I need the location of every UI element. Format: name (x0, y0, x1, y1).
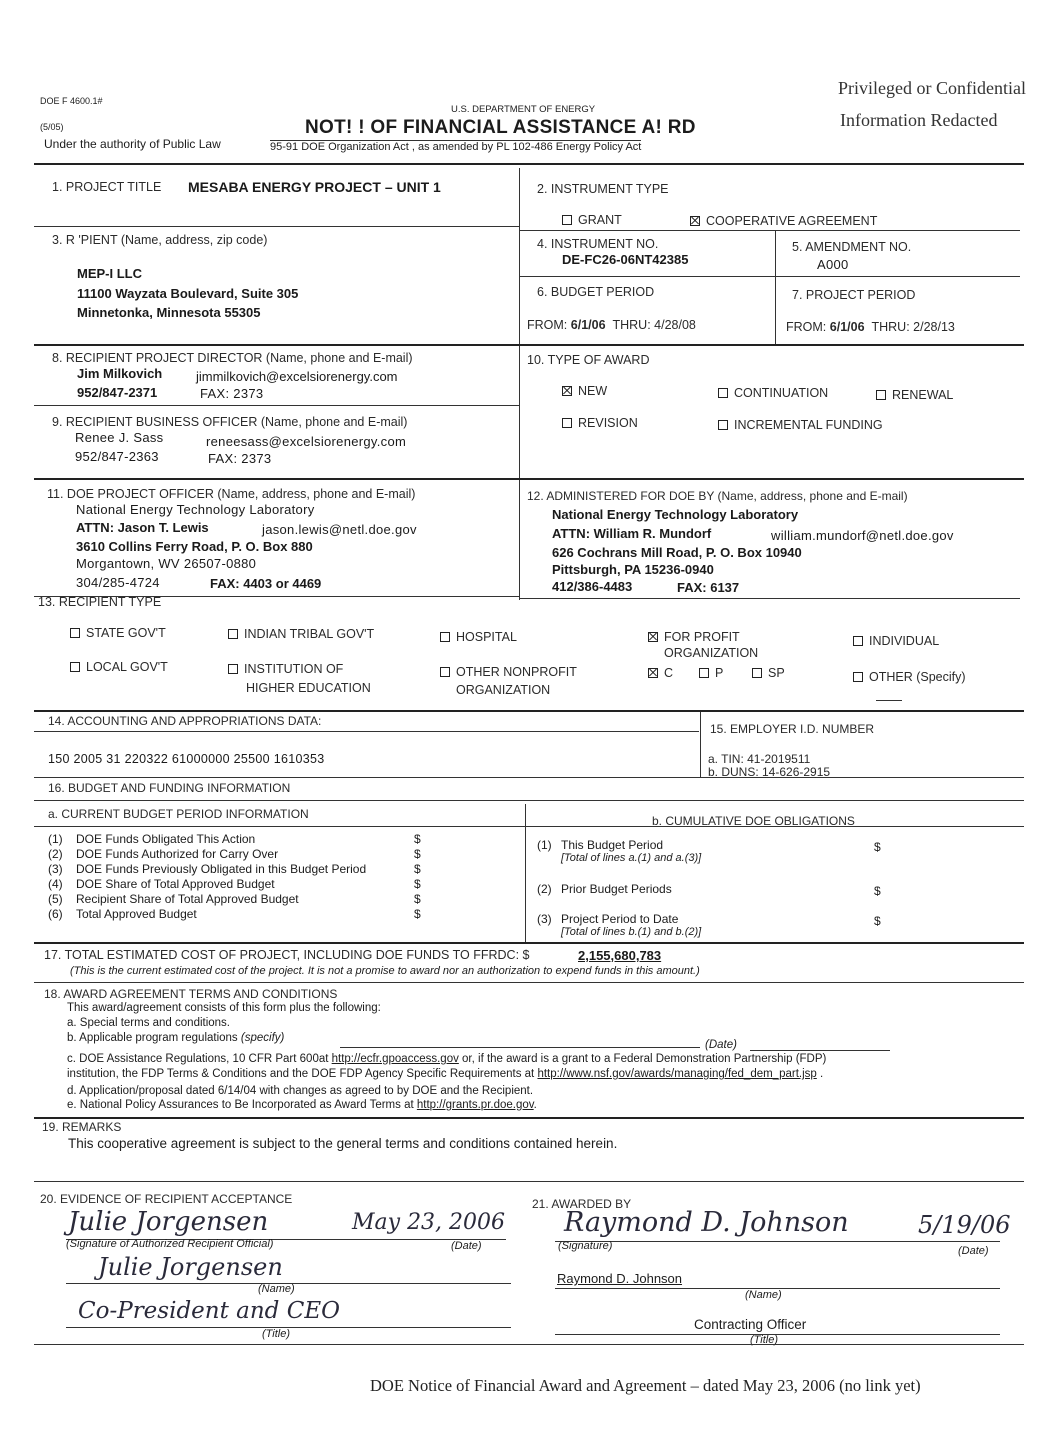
divider (520, 598, 1020, 599)
awarded-by-label: 21. AWARDED BY (532, 1197, 632, 1211)
incremental-funding-label: INCREMENTAL FUNDING (734, 418, 883, 432)
hospital-checkbox[interactable] (440, 632, 450, 642)
local-govt-label: LOCAL GOV'T (86, 660, 168, 674)
other-checkbox[interactable] (853, 672, 863, 682)
nonprofit-label: OTHER NONPROFIT (456, 665, 577, 679)
divider (34, 226, 519, 227)
divider (34, 777, 1024, 778)
c-checkbox[interactable] (648, 668, 658, 678)
line-text: Prior Budget Periods (561, 882, 672, 896)
continuation-checkbox[interactable] (718, 388, 728, 398)
current-budget-line (48, 892, 299, 906)
current-budget-line (48, 832, 255, 846)
for-profit-checkbox[interactable] (648, 632, 658, 642)
terms-c-text-2: or, if the award is a grant to a Federal Demonstration Partnership (FDP) (458, 1053, 827, 1065)
divider (34, 826, 1024, 827)
awarded-signature-caption: (Signature) (558, 1240, 613, 1252)
thru-label: THRU: (612, 318, 651, 332)
subtype-sp[interactable] (752, 666, 785, 680)
admin-attn: ATTN: William R. Mundorf (552, 526, 712, 541)
recipient-address: 11100 Wayzata Boulevard, Suite 305 (77, 286, 299, 301)
awarded-by-signature: Raymond D. Johnson (564, 1207, 849, 1238)
c-label: C (664, 666, 674, 680)
line-text: DOE Share of Total Approved Budget (76, 877, 275, 891)
award-type-revision[interactable] (562, 416, 638, 430)
recipient-type-tribal[interactable] (228, 627, 374, 641)
subtype-p[interactable] (699, 666, 723, 680)
amendment-no-value: A000 (817, 257, 849, 272)
divider (34, 800, 1024, 801)
project-director-fax: FAX: 2373 (200, 386, 264, 401)
ecfr-link[interactable]: http://ecfr.gpoaccess.gov (331, 1053, 459, 1065)
divider (34, 344, 1024, 346)
business-officer-phone: 952/847-2363 (75, 449, 159, 464)
divider (775, 230, 776, 345)
project-thru: 2/28/13 (913, 320, 955, 334)
recipient-type-state[interactable] (70, 626, 166, 640)
line-number: (3) (48, 862, 63, 876)
terms-e-text: e. National Policy Assurances to Be Incorporated as Award Terms at (67, 1099, 417, 1111)
form-date: (5/05) (40, 122, 64, 132)
amendment-no-label: 5. AMENDMENT NO. (792, 240, 912, 254)
subtype-c[interactable] (648, 666, 673, 680)
cooperative-agreement-checkbox[interactable] (690, 216, 700, 226)
budget-thru: 4/28/08 (654, 318, 696, 332)
instrument-type-grant[interactable] (562, 213, 622, 227)
center-divider (519, 168, 520, 600)
recipient-type-label: 13. RECIPIENT TYPE (38, 595, 162, 609)
line-note: [Total of lines a.(1) and a.(3)] (561, 852, 702, 864)
project-director-email: jimmilkovich@excelsiorenergy.com (196, 369, 398, 384)
awarded-by-title: Contracting Officer (694, 1317, 807, 1332)
from-label: FROM: (786, 320, 827, 334)
business-officer-name: Renee J. Sass (75, 430, 164, 445)
line-text: DOE Funds Authorized for Carry Over (76, 847, 279, 861)
divider (520, 230, 1020, 231)
sp-label: SP (768, 666, 785, 680)
doe-po-email: jason.lewis@netl.doe.gov (262, 522, 417, 537)
project-title-label: 1. PROJECT TITLE (52, 180, 162, 194)
recipient-type-institution[interactable] (228, 662, 343, 676)
budget-from: 6/1/06 (570, 318, 606, 332)
authority-text: 95-91 DOE Organization Act , as amended by PL 102-486 Energy Policy Act (270, 141, 642, 153)
total-cost-note: (This is the current estimated cost of the project. It is not a promise to award nor an authorization to expend funds in this amount.) (70, 965, 700, 977)
current-budget-line (48, 862, 366, 876)
divider (700, 712, 701, 778)
award-type-incremental[interactable] (718, 418, 883, 432)
project-period-label: 7. PROJECT PERIOD (792, 288, 916, 302)
line-text: DOE Funds Obligated This Action (76, 832, 256, 846)
divider (525, 804, 526, 942)
institution-label-2: HIGHER EDUCATION (246, 681, 371, 695)
terms-a: a. Special terms and conditions. (67, 1017, 231, 1029)
line-number: (1) (48, 832, 63, 846)
awarded-date-caption: (Date) (958, 1245, 989, 1257)
awarded-by-date: 5/19/06 (918, 1211, 1011, 1239)
line-number: (3) (537, 912, 552, 926)
doe-project-officer-label: 11. DOE PROJECT OFFICER (Name, address, phone and E-mail) (47, 487, 416, 501)
total-cost-label: 17. TOTAL ESTIMATED COST OF PROJECT, INCLUDING DOE FUNDS TO FFRDC: $ (44, 948, 530, 962)
terms-b-date: (Date) (705, 1039, 737, 1051)
recipient-acceptance-label: 20. EVIDENCE OF RECIPIENT ACCEPTANCE (40, 1192, 293, 1206)
admin-fax: FAX: 6137 (677, 580, 740, 595)
cumulative-line (537, 882, 672, 896)
terms-e-text-2: . (533, 1099, 537, 1111)
admin-city: Pittsburgh, PA 15236-0940 (552, 562, 714, 577)
thru-label: THRU: (871, 320, 910, 334)
divider (34, 942, 1024, 944)
doe-po-city: Morgantown, WV 26507-0880 (76, 556, 257, 571)
project-director-label: 8. RECIPIENT PROJECT DIRECTOR (Name, phone and E-mail) (52, 351, 413, 365)
current-budget-line (48, 847, 278, 861)
cumulative-obligations-label: b. CUMULATIVE DOE OBLIGATIONS (652, 814, 855, 828)
administered-by-label: 12. ADMINISTERED FOR DOE BY (Name, address, phone and E-mail) (527, 489, 908, 503)
terms-b-text: b. Applicable program regulations (67, 1032, 238, 1044)
renewal-checkbox[interactable] (876, 390, 886, 400)
tribal-govt-checkbox[interactable] (228, 629, 238, 639)
current-budget-label: a. CURRENT BUDGET PERIOD INFORMATION (48, 807, 309, 821)
hospital-label: HOSPITAL (456, 630, 517, 644)
divider (34, 731, 699, 732)
line-text: Total Approved Budget (76, 907, 197, 921)
instrument-type-coop[interactable] (690, 214, 877, 228)
line-amount[interactable]: $ (414, 847, 421, 861)
recipient-signature: Julie Jorgensen (68, 1207, 269, 1237)
cumulative-line (537, 838, 663, 852)
line-amount[interactable]: $ (874, 914, 881, 928)
signature-line (555, 1241, 1000, 1242)
new-checkbox[interactable] (562, 386, 572, 396)
budget-period-range (527, 318, 696, 332)
line-number: (1) (537, 838, 552, 852)
line-number: (6) (48, 907, 63, 921)
terms-c-text: c. DOE Assistance Regulations, 10 CFR Part 600at (67, 1053, 332, 1065)
award-type-continuation[interactable] (718, 386, 828, 400)
department-name: U.S. DEPARTMENT OF ENERGY (451, 104, 596, 115)
recipient-type-individual[interactable] (853, 634, 939, 648)
divider (34, 710, 1024, 712)
instrument-no-label: 4. INSTRUMENT NO. (537, 237, 659, 251)
line-amount[interactable]: $ (414, 832, 421, 846)
remarks-label: 19. REMARKS (42, 1120, 122, 1134)
employer-id-label: 15. EMPLOYER I.D. NUMBER (710, 722, 875, 736)
recipient-label: 3. R 'PIENT (Name, address, zip code) (52, 233, 268, 247)
divider (34, 1181, 1024, 1182)
cumulative-line (537, 912, 678, 926)
terms-intro: This award/agreement consists of this form plus the following: (67, 1002, 381, 1014)
line-amount[interactable]: $ (874, 884, 881, 898)
doe-po-attn: ATTN: Jason T. Lewis (76, 520, 209, 535)
continuation-label: CONTINUATION (734, 386, 829, 400)
regulations-field[interactable] (340, 1047, 700, 1048)
employer-duns: b. DUNS: 14-626-2915 (708, 765, 831, 779)
divider (34, 1344, 1024, 1345)
recipient-name-handwritten: Julie Jorgensen (98, 1253, 283, 1281)
state-govt-label: STATE GOV'T (86, 626, 166, 640)
instrument-type-label: 2. INSTRUMENT TYPE (537, 182, 669, 196)
accounting-label: 14. ACCOUNTING AND APPROPRIATIONS DATA: (48, 714, 322, 728)
line-number: (2) (537, 882, 552, 896)
admin-email: william.mundorf@netl.doe.gov (771, 528, 954, 543)
authority-label: Under the authority of Public Law (44, 137, 221, 151)
line-text: Recipient Share of Total Approved Budget (76, 892, 299, 906)
recipient-signature-date: May 23, 2006 (352, 1210, 506, 1235)
business-officer-fax: FAX: 2373 (208, 451, 272, 466)
line-amount[interactable]: $ (414, 907, 421, 921)
terms-b (67, 1032, 284, 1044)
project-from: 6/1/06 (829, 320, 865, 334)
privileged-notice: Privileged or Confidential (838, 78, 1026, 98)
project-title-value: MESABA ENERGY PROJECT – UNIT 1 (188, 179, 441, 195)
for-profit-label: FOR PROFIT (664, 630, 740, 644)
nonprofit-checkbox[interactable] (440, 667, 450, 677)
terms-c-text-3: institution, the FDP Terms & Conditions and the DOE FDP Agency Specific Requirements at (67, 1068, 538, 1080)
award-type-renewal[interactable] (876, 388, 953, 402)
doe-po-fax: FAX: 4403 or 4469 (210, 576, 322, 591)
terms-c-line2 (67, 1068, 823, 1080)
other-specify-line[interactable] (876, 700, 902, 701)
nsf-link[interactable]: http://www.nsf.gov/awards/managing/fed_dem_part.jsp (537, 1068, 817, 1080)
sp-checkbox[interactable] (752, 668, 762, 678)
revision-label: REVISION (578, 416, 638, 430)
line-number: (5) (48, 892, 63, 906)
award-type-new[interactable] (562, 384, 607, 398)
doe-po-org: National Energy Technology Laboratory (76, 502, 315, 517)
total-cost-value: 2,155,680,783 (578, 948, 662, 963)
budget-period-label: 6. BUDGET PERIOD (537, 285, 655, 299)
employer-tin: a. TIN: 41-2019511 (708, 752, 811, 766)
header-rule (34, 163, 1024, 165)
recipient-type-for-profit[interactable] (648, 630, 740, 644)
terms-c-text-4: . (816, 1068, 824, 1080)
current-budget-line (48, 907, 197, 921)
grant-label: GRANT (578, 213, 622, 227)
accounting-value: 150 2005 31 220322 61000000 25500 1610353 (48, 752, 325, 766)
budget-funding-label: 16. BUDGET AND FUNDING INFORMATION (48, 781, 291, 795)
regulations-date-field[interactable] (750, 1050, 890, 1051)
terms-label: 18. AWARD AGREEMENT TERMS AND CONDITIONS (44, 987, 338, 1001)
nonprofit-label-2: ORGANIZATION (456, 683, 551, 697)
admin-org: National Energy Technology Laboratory (552, 507, 799, 522)
p-checkbox[interactable] (699, 668, 709, 678)
recipient-name: MEP-I LLC (77, 266, 142, 281)
terms-e (67, 1099, 537, 1111)
redacted-notice: Information Redacted (840, 110, 998, 130)
line-text: Project Period to Date (561, 912, 679, 926)
form-number: DOE F 4600.1# (40, 96, 103, 106)
renewal-label: RENEWAL (892, 388, 954, 402)
line-amount[interactable]: $ (414, 877, 421, 891)
incremental-funding-checkbox[interactable] (718, 420, 728, 430)
line-amount[interactable]: $ (414, 862, 421, 876)
institution-checkbox[interactable] (228, 664, 238, 674)
awarded-title-caption: (Title) (750, 1334, 779, 1346)
institution-label: INSTITUTION OF (244, 662, 344, 676)
divider (520, 276, 1020, 277)
terms-d: d. Application/proposal dated 6/14/04 with changes as agreed to by DOE and the Recipient. (67, 1085, 534, 1097)
recipient-type-other[interactable] (853, 670, 966, 684)
divider (34, 405, 519, 406)
recipient-title-handwritten: Co-President and CEO (78, 1298, 340, 1324)
form-title: NOT! ! OF FINANCIAL ASSISTANCE A! RD (305, 117, 696, 138)
line-amount[interactable]: $ (414, 892, 421, 906)
recipient-city: Minnetonka, Minnesota 55305 (77, 305, 261, 320)
doe-po-phone: 304/285-4724 (76, 575, 160, 590)
current-budget-line (48, 877, 275, 891)
state-govt-checkbox[interactable] (70, 628, 80, 638)
local-govt-checkbox[interactable] (70, 662, 80, 672)
divider (34, 478, 1024, 480)
tribal-govt-label: INDIAN TRIBAL GOV'T (244, 627, 375, 641)
type-of-award-label: 10. TYPE OF AWARD (527, 353, 650, 367)
individual-label: INDIVIDUAL (869, 634, 940, 648)
cooperative-agreement-label: COOPERATIVE AGREEMENT (706, 214, 878, 228)
project-director-name: Jim Milkovich (77, 366, 163, 381)
recipient-type-nonprofit[interactable] (440, 665, 577, 679)
doe-po-address: 3610 Collins Ferry Road, P. O. Box 880 (76, 539, 313, 554)
remarks-text: This cooperative agreement is subject to the general terms and conditions contained herein. (68, 1136, 618, 1151)
terms-b-specify: (specify) (240, 1032, 285, 1044)
line-number: (4) (48, 877, 63, 891)
other-label: OTHER (Specify) (869, 670, 966, 684)
line-text: This Budget Period (561, 838, 664, 852)
project-director-phone: 952/847-2371 (77, 385, 158, 400)
individual-checkbox[interactable] (853, 636, 863, 646)
divider (34, 1117, 1024, 1119)
recipient-date-caption: (Date) (451, 1240, 482, 1252)
project-period-range (786, 320, 955, 334)
grants-link[interactable]: http://grants.pr.doe.gov (416, 1099, 534, 1111)
recipient-type-local[interactable] (70, 660, 168, 674)
business-officer-email: reneesass@excelsiorenergy.com (206, 434, 407, 449)
line-note: [Total of lines b.(1) and b.(2)] (561, 926, 702, 938)
recipient-name-caption: (Name) (258, 1283, 295, 1295)
line-number: (2) (48, 847, 63, 861)
admin-phone: 412/386-4483 (552, 579, 633, 594)
business-officer-label: 9. RECIPIENT BUSINESS OFFICER (Name, phone and E-mail) (52, 415, 408, 429)
awarded-by-name: Raymond D. Johnson (557, 1271, 683, 1286)
recipient-type-hospital[interactable] (440, 630, 517, 644)
for-profit-label-2: ORGANIZATION (664, 646, 759, 660)
footer-caption: DOE Notice of Financial Award and Agreement – dated May 23, 2006 (no link yet) (370, 1376, 921, 1395)
from-label: FROM: (527, 318, 568, 332)
instrument-no-value: DE-FC26-06NT42385 (562, 252, 689, 267)
divider (34, 982, 1024, 983)
p-label: P (715, 666, 724, 680)
revision-checkbox[interactable] (562, 418, 572, 428)
awarded-name-caption: (Name) (745, 1289, 782, 1301)
new-label: NEW (578, 384, 608, 398)
admin-address: 626 Cochrans Mill Road, P. O. Box 10940 (552, 545, 802, 560)
terms-c-line1 (67, 1053, 826, 1065)
line-text: DOE Funds Previously Obligated in this Budget Period (76, 862, 367, 876)
grant-checkbox[interactable] (562, 215, 572, 225)
recipient-title-caption: (Title) (262, 1328, 291, 1340)
line-amount[interactable]: $ (874, 840, 881, 854)
recipient-signature-caption: (Signature of Authorized Recipient Official) (66, 1238, 274, 1250)
